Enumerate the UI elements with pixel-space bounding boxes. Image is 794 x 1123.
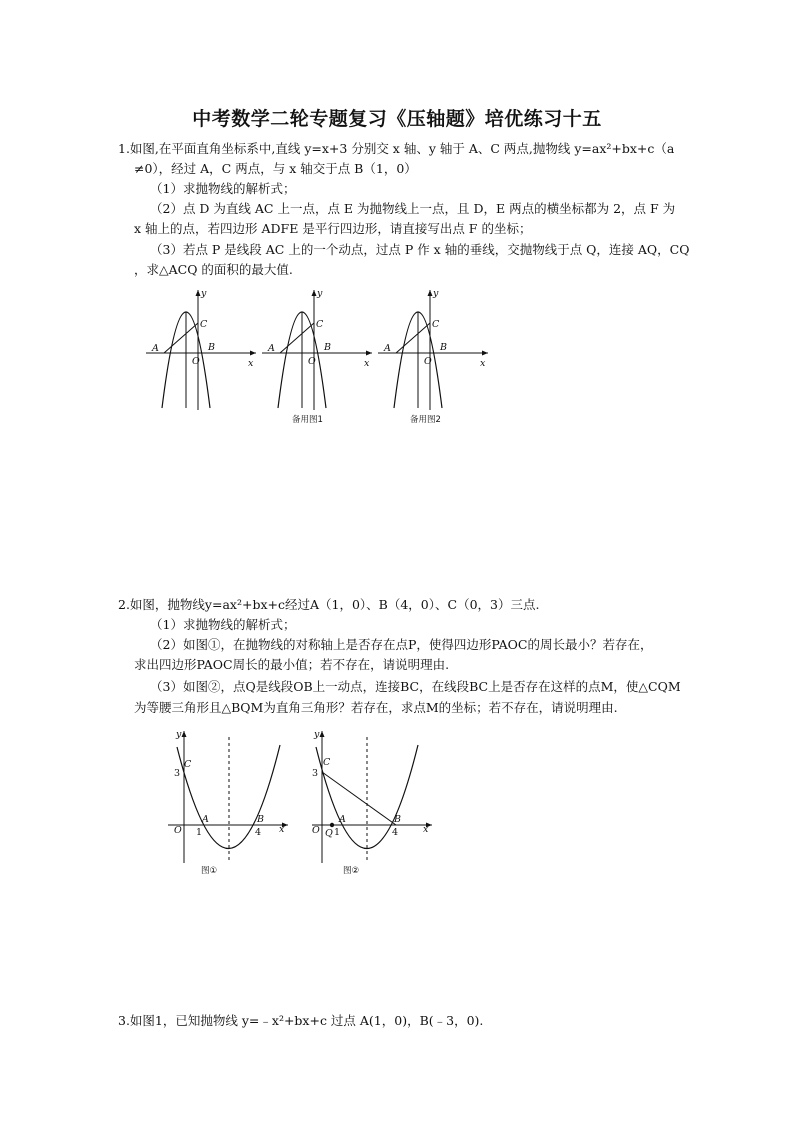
q2f1-1: 1 bbox=[196, 827, 203, 838]
q2-caption-2: 图② bbox=[343, 866, 360, 876]
q1-part-1: （1）求抛物线的解析式； bbox=[150, 181, 296, 196]
q1-part-3: （3）若点 P 是线段 AC 上的一个动点，过点 P 作 x 轴的垂线，交抛物线于点 Q，连接 AQ，CQ bbox=[150, 242, 690, 257]
q1-figure-main bbox=[144, 284, 264, 414]
q1-fig-A: A bbox=[152, 343, 159, 354]
q2-part-1: （1）求抛物线的解析式； bbox=[150, 617, 296, 632]
svg-text:A: A bbox=[384, 343, 391, 354]
q1-part-2-cont: x 轴上的点，若四边形 ADFE 是平行四边形，请直接写出点 F 的坐标； bbox=[134, 221, 532, 236]
q2f1-y: y bbox=[176, 729, 182, 740]
q2f2-C: C bbox=[323, 757, 331, 768]
q2-part-2-cont: 求出四边形PAOC周长的最小值；若不存在，请说明理由. bbox=[134, 657, 450, 672]
q2f2-B: B bbox=[394, 814, 401, 825]
q1-part-2: （2）点 D 为直线 AC 上一点，点 E 为抛物线上一点，且 D，E 两点的横坐标都为 2，点 F 为 bbox=[150, 201, 676, 216]
q1-line-1: 1.如图,在平面直角坐标系中,直线 y=x+3 分别交 x 轴、y 轴于 A、C 两点,抛物线 y=ax²+bx+c（a bbox=[118, 141, 675, 156]
svg-text:A: A bbox=[268, 343, 275, 354]
svg-text:B: B bbox=[440, 342, 447, 353]
svg-text:y: y bbox=[433, 288, 439, 299]
q1-caption-spare-2: 备用图2 bbox=[410, 415, 441, 425]
q1-fig-C: C bbox=[200, 319, 208, 330]
q2f2-Q: Q bbox=[325, 828, 333, 839]
svg-text:O: O bbox=[424, 356, 432, 367]
q2f2-1: 1 bbox=[334, 827, 341, 838]
q2-part-2: （2）如图①，在抛物线的对称轴上是否存在点P，使得四边形PAOC的周长最小？若存在， bbox=[150, 637, 653, 652]
svg-text:C: C bbox=[316, 319, 324, 330]
q2-figure-1 bbox=[162, 727, 297, 877]
q1-fig-O: O bbox=[192, 356, 200, 367]
q2f2-A: A bbox=[339, 814, 346, 825]
q2f2-y: y bbox=[314, 729, 320, 740]
q2f1-O: O bbox=[174, 825, 182, 836]
q2f1-4: 4 bbox=[255, 827, 262, 838]
svg-text:B: B bbox=[324, 342, 331, 353]
q1-caption-spare-1: 备用图1 bbox=[292, 415, 323, 425]
q2f1-B: B bbox=[257, 814, 264, 825]
q2f2-O: O bbox=[312, 825, 320, 836]
q1-fig-y: y bbox=[201, 288, 207, 299]
q2-part-3-cont: 为等腰三角形且△BQM为直角三角形？若存在，求点M的坐标；若不存在，请说明理由. bbox=[134, 700, 618, 715]
q2-part-3: （3）如图②，点Q是线段OB上一动点，连接BC，在线段BC上是否存在这样的点M，使△CQM bbox=[150, 679, 681, 694]
svg-text:x: x bbox=[480, 358, 486, 369]
page-title: 中考数学二轮专题复习《压轴题》培优练习十五 bbox=[192, 108, 602, 130]
svg-text:y: y bbox=[317, 288, 323, 299]
q2f2-x: x bbox=[423, 824, 429, 835]
svg-text:C: C bbox=[432, 319, 440, 330]
q2-line-1: 2.如图，抛物线y=ax²+bx+c经过A（1，0）、B（4，0）、C（0，3）三点. bbox=[118, 597, 540, 612]
q3-line-1: 3.如图1，已知抛物线 y=﹣x²+bx+c 过点 A(1，0)，B(﹣3，0). bbox=[118, 1013, 484, 1028]
svg-text:O: O bbox=[308, 356, 316, 367]
q2-caption-1: 图① bbox=[201, 866, 218, 876]
q1-fig-x: x bbox=[248, 358, 254, 369]
q1-fig-B: B bbox=[208, 342, 215, 353]
q1-line-2: ≠0），经过 A，C 两点，与 x 轴交于点 B（1，0） bbox=[134, 161, 417, 176]
q2f1-A: A bbox=[202, 814, 209, 825]
q1-part-3-cont: ，求△ACQ 的面积的最大值. bbox=[134, 262, 293, 277]
q2f1-3: 3 bbox=[174, 768, 181, 779]
svg-text:x: x bbox=[364, 358, 370, 369]
q2f2-4: 4 bbox=[392, 827, 399, 838]
q2f1-C: C bbox=[184, 759, 192, 770]
q2f2-3: 3 bbox=[312, 768, 319, 779]
q1-figure-spare-1 bbox=[260, 284, 380, 428]
q2-figure-2 bbox=[306, 727, 441, 877]
q2f1-x: x bbox=[279, 824, 285, 835]
q1-figure-spare-2 bbox=[376, 284, 496, 428]
